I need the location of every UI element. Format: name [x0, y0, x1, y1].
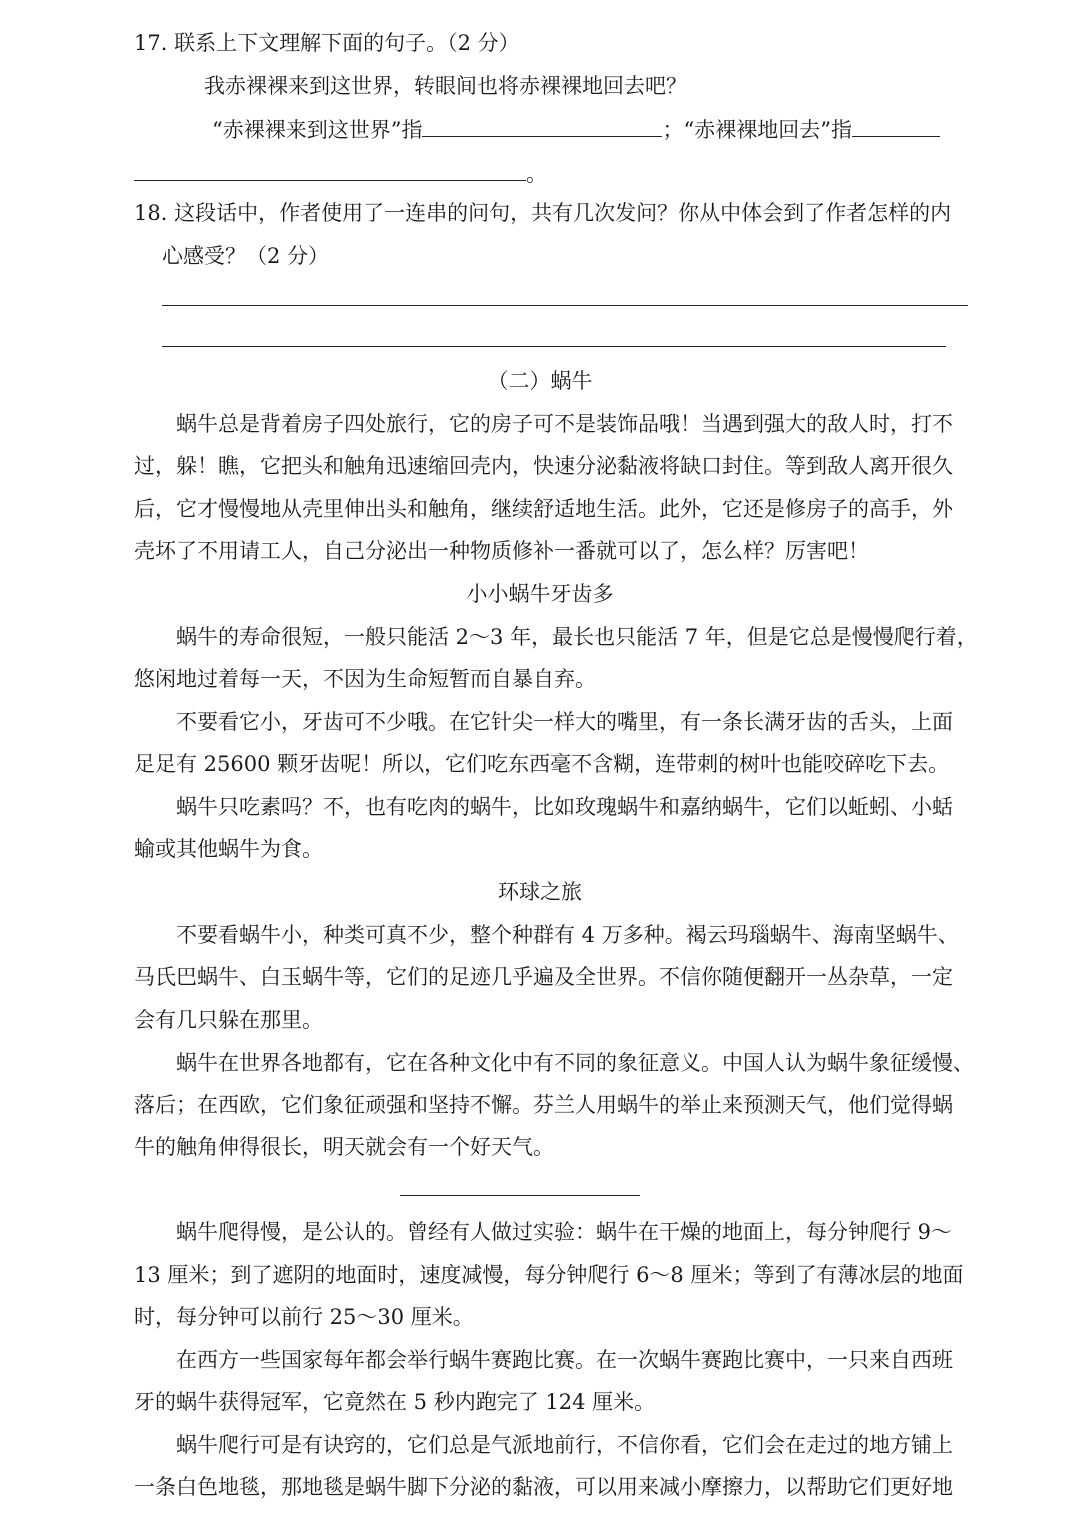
p6-line-1: 蜗牛在世界各地都有，它在各种文化中有不同的象征意义。中国人认为蜗牛象征缓慢、: [176, 1051, 974, 1075]
q17-sentence: 我赤裸裸来到这世界，转眼间也将赤裸裸地回去吧？: [204, 74, 687, 98]
q17-end: 。: [526, 162, 547, 186]
p5-line-3: 会有几只躲在那里。: [134, 1008, 323, 1032]
q17-blank-3[interactable]: [134, 162, 526, 181]
q17-title: 17. 联系上下文理解下面的句子。（2 分）: [134, 31, 520, 55]
section-heading-travel: 环球之旅: [498, 880, 582, 904]
p2-line-2: 悠闲地过着每一天，不因为生命短暂而自暴自弃。: [134, 667, 596, 691]
p1-line-4: 壳坏了不用请工人，自己分泌出一种物质修补一番就可以了，怎么样？厉害吧！: [134, 539, 869, 563]
section-heading-blank[interactable]: [400, 1195, 640, 1196]
p5-line-2: 马氏巴蜗牛、白玉蜗牛等，它们的足迹几乎遍及全世界。不信你随便翻开一丛杂草，一定: [134, 965, 953, 989]
p3-line-1: 不要看它小，牙齿可不少哦。在它针尖一样大的嘴里，有一条长满牙齿的舌头，上面: [176, 710, 953, 734]
p2-line-1: 蜗牛的寿命很短，一般只能活 2～3 年，最长也只能活 7 年，但是它总是慢慢爬行着，: [176, 625, 978, 649]
p8-line-2: 牙的蜗牛获得冠军，它竟然在 5 秒内跑完了 124 厘米。: [134, 1390, 656, 1414]
q18-line-1: 18. 这段话中，作者使用了一连串的问句，共有几次发问？你从中体会到了作者怎样的内: [134, 201, 952, 225]
article-title: （二）蜗牛: [487, 369, 593, 393]
q17-blank-1[interactable]: [422, 118, 662, 137]
p6-line-3: 牛的触角伸得很长，明天就会有一个好天气。: [134, 1135, 554, 1159]
p1-line-3: 后，它才慢慢地从壳里伸出头和触角，继续舒适地生活。此外，它还是修房子的高手，外: [134, 497, 953, 521]
q17-blank-2[interactable]: [852, 118, 940, 137]
q17-fill-line-2: [134, 162, 547, 185]
p5-line-1: 不要看蜗牛小，种类可真不少，整个种群有 4 万多种。褐云玛瑙蜗牛、海南坚蜗牛、: [176, 923, 959, 947]
p7-line-1: 蜗牛爬得慢，是公认的。曾经有人做过实验：蜗牛在干燥的地面上，每分钟爬行 9～: [176, 1220, 953, 1244]
p9-line-1: 蜗牛爬行可是有诀窍的，它们总是气派地前行，不信你看，它们会在走过的地方铺上: [176, 1433, 953, 1457]
q18-answer-line-2[interactable]: [162, 346, 946, 347]
p4-line-1: 蜗牛只吃素吗？不，也有吃肉的蜗牛，比如玫瑰蜗牛和嘉纳蜗牛，它们以蚯蚓、小蛞: [176, 795, 953, 819]
q18-answer-line-1[interactable]: [162, 305, 968, 306]
q17-part1: “赤裸裸来到这世界”指: [212, 118, 423, 142]
p8-line-1: 在西方一些国家每年都会举行蜗牛赛跑比赛。在一次蜗牛赛跑比赛中，一只来自西班: [176, 1348, 953, 1372]
p9-line-2: 一条白色地毯，那地毯是蜗牛脚下分泌的黏液，可以用来减小摩擦力，以帮助它们更好地: [134, 1475, 953, 1499]
q18-line-2: 心感受？（2 分）: [162, 244, 330, 268]
p7-line-3: 时，每分钟可以前行 25～30 厘米。: [134, 1305, 474, 1329]
p1-line-1: 蜗牛总是背着房子四处旅行，它的房子可不是装饰品哦！当遇到强大的敌人时，打不: [176, 412, 953, 436]
p6-line-2: 落后；在西欧，它们象征顽强和坚持不懈。芬兰人用蜗牛的举止来预测天气，他们觉得蜗: [134, 1093, 953, 1117]
q17-part2: ；“赤裸裸地回去”指: [662, 118, 852, 142]
p7-line-2: 13 厘米；到了遮阴的地面时，速度减慢，每分钟爬行 6～8 厘米；等到了有薄冰层的地面: [134, 1263, 964, 1287]
p4-line-2: 蝓或其他蜗牛为食。: [134, 837, 323, 861]
p3-line-2: 足足有 25600 颗牙齿呢！所以，它们吃东西毫不含糊，连带刺的树叶也能咬碎吃下去。: [134, 752, 950, 776]
q17-fill-line: [212, 118, 940, 141]
p1-line-2: 过，躲！瞧，它把头和触角迅速缩回壳内，快速分泌黏液将缺口封住。等到敌人离开很久: [134, 454, 953, 478]
section-heading-teeth: 小小蜗牛牙齿多: [466, 582, 614, 606]
